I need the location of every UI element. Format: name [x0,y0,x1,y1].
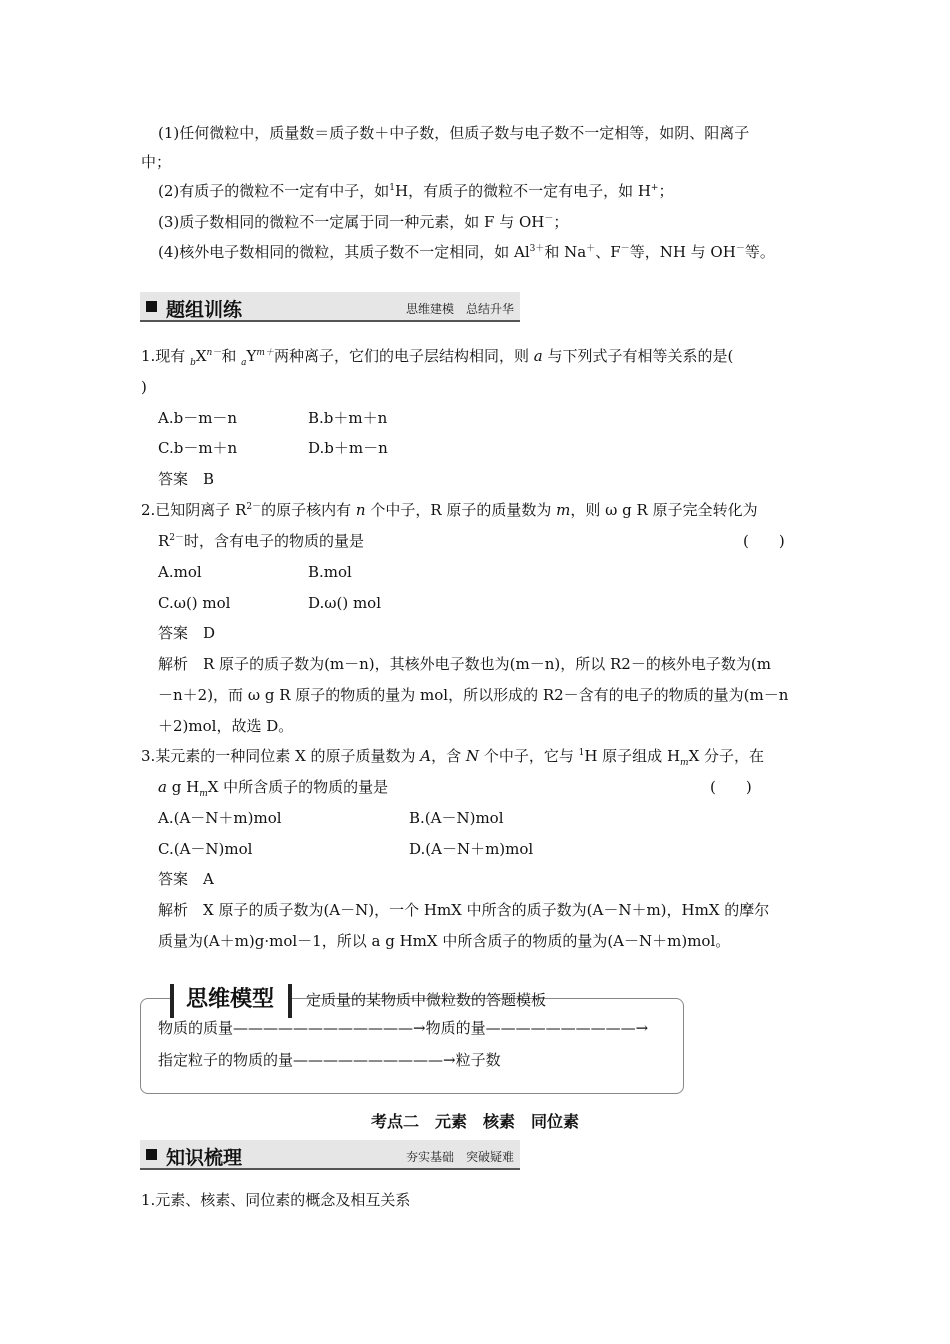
section-bar-knowledge [140,1140,520,1170]
section-title: 知识梳理 [166,1147,243,1169]
q2-analysis-3: ＋2)mol，故选 D。 [158,717,294,735]
q3-stem: 3.某元素的一种同位素 X 的原子质量数为 A，含 N 个中子，它与 $^1$H 原子组成 $H_mX$ 分子，在 [141,747,765,768]
q1-option-c: C.b－m＋n [158,439,238,457]
section-subtitle: 思维建模 总结升华 [405,302,514,316]
square-bullet-icon [146,301,157,312]
thinking-model-title: 思维模型 [186,987,275,1012]
q2-stem-line2: $R^{2-}$时，含有电子的物质的量是 [158,532,365,550]
q1-option-d: D.b＋m－n [308,439,388,457]
q3-paren: ( ) [710,778,752,796]
section-bar-practice [140,292,520,322]
q2-stem: 2.已知阴离子 $R^{2-}$的原子核内有 n 个中子，R 原子的质量数为 m，则 ω g R 原子完全转化为 [141,501,758,519]
q2-option-d: D.ω() mol [308,594,382,612]
thinking-model-row-1: 物质的质量————————————→物质的量——————————→ [158,1019,649,1037]
thinking-model-subtitle: 定质量的某物质中微粒数的答题模板 [306,991,547,1009]
section-title: 题组训练 [166,299,243,321]
section-subtitle: 夯实基础 突破疑难 [405,1150,514,1164]
q3-option-c: C.(A－N)mol [158,840,253,858]
note-4: (4)核外电子数相同的微粒，其质子数不一定相同，如 $Al^{3+}$和 Na＋、F－等，NH 与 OH－等。 [158,243,775,261]
q1-option-b: B.b＋m＋n [308,409,388,427]
q2-analysis-2: －n＋2)，而 ω g R 原子的物质的量为 mol，所以形成的 R2－含有的电子的物质的量为(m－n [158,686,789,704]
note-1a: (1)任何微粒中，质量数＝质子数＋中子数，但质子数与电子数不一定相等，如阴、阳离子 [158,124,750,142]
q1-stem-end: ) [141,378,147,396]
q3-option-b: B.(A－N)mol [409,809,504,827]
thinking-model-row-2: 指定粒子的物质的量——————————→粒子数 [158,1051,501,1069]
concept-heading: 1.元素、核素、同位素的概念及相互关系 [141,1191,411,1209]
point-two-title: 考点二 元素 核素 同位素 [370,1112,579,1131]
note-1b: 中； [141,153,172,171]
q3-option-d: D.(A－N＋m)mol [409,840,534,858]
q3-analysis-2: 质量为(A＋m)g·mol－1，所以 a g HmX 中所含质子的物质的量为(A－N＋m)mol。 [158,932,731,950]
q2-option-c: C.ω() mol [158,594,231,612]
q3-answer: 答案 A [158,870,214,888]
q2-paren: ( ) [743,532,785,550]
q1-answer: 答案 B [158,470,215,488]
q2-analysis-1: 解析 R 原子的质子数为(m－n)，其核外电子数也为(m－n)，所以 R2－的核外电子数为(m [158,655,771,673]
q1-stem: 1.现有 $_bX^{n-}$和 $_aY^{m+}$两种离子，它们的电子层结构相同，则 a 与下列式子有相等关系的是( [141,347,734,368]
q2-answer: 答案 D [158,624,216,642]
q3-option-a: A.(A－N＋m)mol [158,809,282,827]
note-2: (2)有质子的微粒不一定有中子，如$^1$H，有质子的微粒不一定有电子，如 H+； [158,182,674,200]
q2-option-a: A.mol [158,563,202,581]
q3-stem-line2: a g $H_mX$ 中所含质子的物质的量是 [158,778,389,799]
q3-analysis-1: 解析 X 原子的质子数为(A－N)，一个 HmX 中所含的质子数为(A－N＋m)，HmX 的摩尔 [158,901,770,919]
thinking-model-header [170,984,292,1018]
q2-option-b: B.mol [308,563,352,581]
note-3: (3)质子数相同的微粒不一定属于同一种元素，如 F 与 OH－； [158,213,569,231]
square-bullet-icon [146,1149,157,1160]
q1-option-a: A.b－m－n [158,409,238,427]
